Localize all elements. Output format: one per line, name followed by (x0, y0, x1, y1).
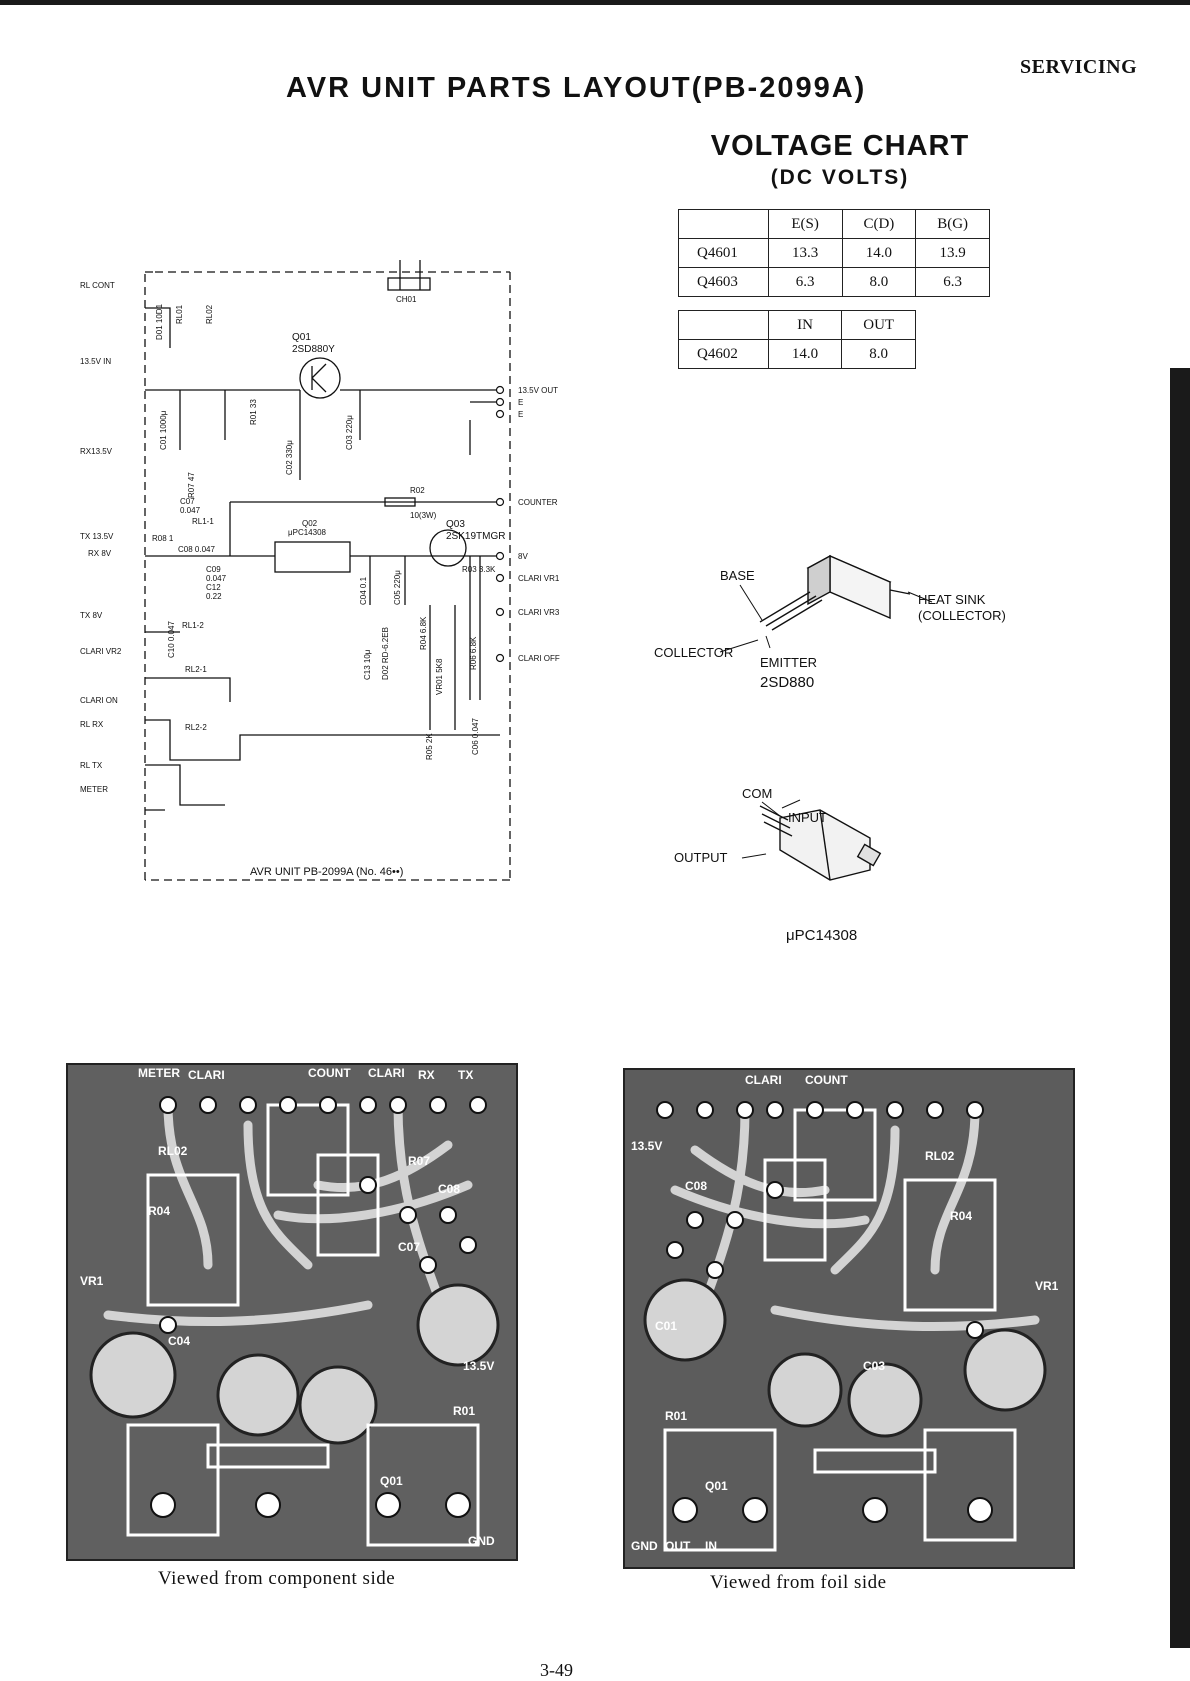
q03-type-label: 2SK19TMGR (446, 531, 506, 542)
voltage-table-2 (678, 310, 916, 369)
sd880-pin-diagram (640, 540, 1060, 700)
q01-leads (312, 364, 326, 392)
rl01-label: RL01 (175, 304, 184, 324)
c07-value-label: 0.047 (180, 506, 201, 515)
base-label: BASE (720, 568, 755, 583)
board-label: R04 (950, 1209, 973, 1223)
terminal-markers (497, 387, 504, 662)
input-label-clari-vr2: CLARI VR2 (80, 647, 122, 656)
table-row-label: Q4602 (679, 340, 769, 369)
c05-label: C05 220μ (393, 570, 402, 605)
r04-label: R04 6.8K (419, 616, 428, 650)
d01-label: D01 10D1 (155, 303, 164, 340)
terminal (497, 575, 504, 582)
rl1-label: RL1-1 (192, 517, 214, 526)
r03-label: R03 3.3K (462, 565, 496, 574)
q01-transistor-symbol (300, 358, 340, 398)
c06-label: C06 0.047 (471, 718, 480, 755)
q03-label: Q03 (446, 519, 465, 530)
board-label: TX (458, 1068, 474, 1082)
board-label: VR1 (80, 1274, 104, 1288)
board-label: C03 (863, 1359, 886, 1373)
sd880-name: 2SD880 (760, 674, 815, 691)
board-label: COUNT (805, 1073, 848, 1087)
table-row-label: Q4601 (679, 239, 769, 268)
table-cell: B(G) (916, 210, 990, 239)
component-side-caption: Viewed from component side (158, 1568, 396, 1589)
board-label: R04 (148, 1204, 171, 1218)
vr01-label: VR01 5K8 (435, 658, 444, 695)
pcb-component-side (66, 1063, 518, 1561)
input-label: INPUT (788, 810, 827, 825)
terminal (497, 411, 504, 418)
terminal (497, 399, 504, 406)
ch01-label: CH01 (396, 295, 417, 304)
board-label: IN (705, 1539, 717, 1553)
table-cell: 8.0 (842, 340, 916, 369)
heatsink-note-label: (COLLECTOR) (918, 608, 1006, 623)
output-label-e2: E (518, 410, 524, 419)
r05-label: R05 2K (425, 733, 434, 760)
q02-label: Q02 (302, 519, 318, 528)
c01-label: C01 1000μ (159, 410, 168, 450)
q02-type-label: μPC14308 (288, 528, 326, 537)
board-label: 13.5V (631, 1139, 663, 1153)
board-label: Q01 (380, 1474, 403, 1488)
table-cell: 13.3 (768, 239, 842, 268)
input-label-rl-rx: RL RX (80, 720, 104, 729)
board-label: CLARI (368, 1066, 405, 1080)
input-label-tx8v: TX 8V (80, 611, 103, 620)
output-label-8v: 8V (518, 552, 528, 561)
c12-value-label: 0.22 (206, 592, 222, 601)
board-label: R07 (408, 1154, 431, 1168)
table-cell: 6.3 (916, 268, 990, 297)
upc14308-pin-diagram (670, 780, 970, 950)
board-label: C08 (685, 1179, 708, 1193)
table-cell: 14.0 (842, 239, 916, 268)
c09-value-label: 0.047 (206, 574, 227, 583)
table-cell: E(S) (768, 210, 842, 239)
board-label: C01 (655, 1319, 678, 1333)
output-label: OUTPUT (674, 850, 728, 865)
terminal (497, 609, 504, 616)
pcb-foil-art (625, 1070, 1073, 1567)
table-cell: IN (768, 311, 842, 340)
board-label: METER (138, 1066, 180, 1080)
table-cell: 13.9 (916, 239, 990, 268)
r01-label: R01 33 (249, 399, 258, 425)
board-label: CLARI (745, 1073, 782, 1087)
pcb-foil-side (623, 1068, 1075, 1569)
rl02-label: RL02 (205, 304, 214, 324)
voltage-table-1 (678, 209, 990, 297)
r02-label: R02 (410, 486, 425, 495)
table-cell: C(D) (842, 210, 916, 239)
output-label-clari-off: CLARI OFF (518, 654, 560, 663)
upc14308-name: μPC14308 (786, 927, 858, 944)
input-label-rx13v5: RX13.5V (80, 447, 113, 456)
page-number: 3-49 (540, 1660, 573, 1680)
q01-type-label: 2SD880Y (292, 344, 335, 355)
right-scan-border (1170, 368, 1190, 1648)
table-cell: OUT (842, 311, 916, 340)
collector-label: COLLECTOR (654, 645, 734, 660)
input-label-clari-on: CLARI ON (80, 696, 118, 705)
rl2-2-label: RL2-2 (185, 723, 207, 732)
terminal (497, 553, 504, 560)
board-label: COUNT (308, 1066, 351, 1080)
output-label-clari-vr1: CLARI VR1 (518, 574, 560, 583)
input-label-meter: METER (80, 785, 108, 794)
board-label: C07 (398, 1240, 421, 1254)
board-label: C08 (438, 1182, 461, 1196)
c03-label: C03 220μ (345, 415, 354, 450)
board-label: GND (468, 1534, 495, 1548)
input-label-rl-tx: RL TX (80, 761, 103, 770)
input-label-13v5-in: 13.5V IN (80, 357, 112, 366)
c10-label: C10 0.047 (167, 621, 176, 658)
section-label: SERVICING (1020, 56, 1138, 78)
board-label: CLARI (188, 1068, 225, 1082)
board-label: VR1 (1035, 1279, 1059, 1293)
c13-label: C13 10μ (363, 649, 372, 680)
board-label: OUT (665, 1539, 691, 1553)
sd880-package-icon (760, 556, 910, 630)
top-scan-border (0, 0, 1190, 5)
voltage-chart-subtitle: (DC VOLTS) (770, 166, 910, 189)
table-cell (679, 210, 769, 239)
terminal (497, 655, 504, 662)
rl1-2-label: RL1-2 (182, 621, 204, 630)
pcb-component-art (68, 1065, 516, 1559)
rl2-1-label: RL2-1 (185, 665, 207, 674)
output-label-counter: COUNTER (518, 498, 558, 507)
q01-label: Q01 (292, 332, 311, 343)
board-label: RL02 (158, 1144, 188, 1158)
table-row (679, 340, 916, 369)
terminal (497, 387, 504, 394)
board-label: R01 (453, 1404, 476, 1418)
table-row (679, 268, 990, 297)
page-title: AVR UNIT PARTS LAYOUT(PB-2099A) (286, 72, 867, 104)
output-label-13v5-out: 13.5V OUT (518, 386, 559, 395)
unit-label: AVR UNIT PB-2099A (No. 46••) (250, 866, 404, 878)
input-label-tx13v5: TX 13.5V (80, 532, 114, 541)
voltage-chart-title: VOLTAGE CHART (710, 130, 970, 162)
input-label-rl-cont: RL CONT (80, 281, 115, 290)
table-cell: 6.3 (768, 268, 842, 297)
board-label: RX (418, 1068, 435, 1082)
board-label: 13.5V (463, 1359, 495, 1373)
output-label-clari-vr3: CLARI VR3 (518, 608, 560, 617)
input-label-rx8v: RX 8V (88, 549, 112, 558)
c02-label: C02 330μ (285, 440, 294, 475)
board-label: GND (631, 1539, 658, 1553)
board-label: R01 (665, 1409, 688, 1423)
c09-label: C09 (206, 565, 221, 574)
table-row (679, 239, 990, 268)
c07-label: C07 (180, 497, 195, 506)
r06-label: R06 6.8K (469, 636, 478, 670)
table-cell: 8.0 (842, 268, 916, 297)
c08-label: C08 0.047 (178, 545, 215, 554)
table-header-row (679, 210, 990, 239)
d02-label: D02 RD-6.2EB (381, 627, 390, 680)
board-label: C04 (168, 1334, 191, 1348)
c04-label: C04 0.1 (359, 576, 368, 605)
r08-label: R08 1 (152, 534, 174, 543)
emitter-label: EMITTER (760, 655, 818, 670)
table-header-row (679, 311, 916, 340)
board-label: Q01 (705, 1479, 728, 1493)
table-cell (679, 311, 769, 340)
table-cell: 14.0 (768, 340, 842, 369)
terminal (497, 499, 504, 506)
avr-schematic (70, 260, 590, 900)
ch01-choke (388, 278, 430, 290)
board-label: RL02 (925, 1149, 955, 1163)
com-label: COM (742, 786, 773, 801)
table-row-label: Q4603 (679, 268, 769, 297)
output-label-e1: E (518, 398, 524, 407)
r02-value-label: 10(3W) (410, 511, 437, 520)
r07-label: R07 47 (187, 472, 196, 498)
heatsink-label: HEAT SINK (918, 592, 986, 607)
foil-side-caption: Viewed from foil side (710, 1572, 887, 1593)
c12-label: C12 (206, 583, 221, 592)
q02-regulator-box (275, 542, 350, 572)
